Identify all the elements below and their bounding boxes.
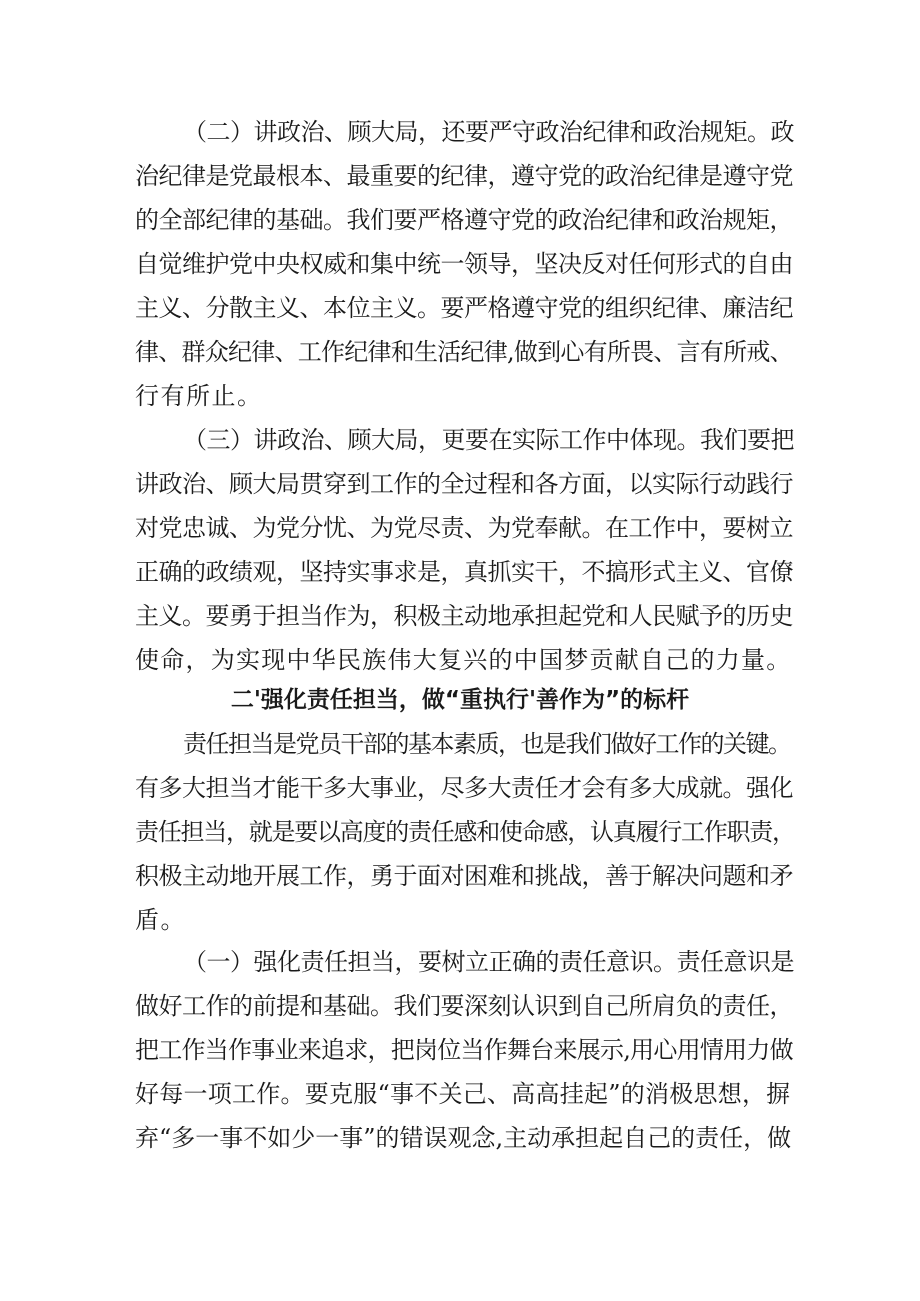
paragraph-line: 自觉维护党中央权威和集中统一领导，坚决反对任何形式的自由	[135, 250, 793, 278]
paragraph-line: 对党忠诚、为党分忧、为党尽责、为党奉献。在工作中，要树立	[135, 514, 793, 542]
paragraph-line: 盾。	[135, 906, 186, 934]
paragraph-line: 使命，为实现中华民族伟大复兴的中国梦贡献自己的力量。	[135, 646, 792, 674]
paragraph-line: 弃“多一事不如少一事”的错误观念,主动承担起自己的责任，做	[135, 1124, 792, 1152]
section-heading: 二'强化责任担当，做“重执行'善作为”的标杆	[230, 687, 690, 713]
paragraph-line: 主义、分散主义、本位主义。要严格遵守党的组织纪律、廉洁纪	[135, 294, 793, 322]
paragraph-line: 主义。要勇于担当作为，积极主动地承担起党和人民赋予的历史	[135, 602, 793, 630]
paragraph-line: （一）强化责任担当，要树立正确的责任意识。责任意识是	[183, 948, 794, 976]
paragraph-line: 好每一项工作。要克服“事不关己、高高挂起”的消极思想，摒	[135, 1080, 791, 1108]
paragraph-line: 正确的政绩观，坚持实事求是，真抓实干，不搞形式主义、官僚	[135, 558, 793, 586]
paragraph-line: 把工作当作事业来追求，把岗位当作舞台来展示,用心用情用力做	[135, 1036, 793, 1064]
paragraph-line: 行有所止。	[135, 382, 263, 410]
paragraph-line: 治纪律是党最根本、最重要的纪律，遵守党的政治纪律是遵守党	[135, 162, 793, 190]
paragraph-line: 律、群众纪律、工作纪律和生活纪律,做到心有所畏、言有所戒、	[135, 338, 793, 366]
paragraph-line: 做好工作的前提和基础。我们要深刻认识到自己所肩负的责任，	[135, 992, 793, 1020]
paragraph-line: （二）讲政治、顾大局，还要严守政治纪律和政治规矩。政	[183, 118, 794, 146]
paragraph-line: 积极主动地开展工作，勇于面对困难和挑战，善于解决问题和矛	[135, 862, 793, 890]
paragraph-line: 讲政治、顾大局贯穿到工作的全过程和各方面，以实际行动践行	[135, 470, 793, 498]
paragraph-line: 有多大担当才能干多大事业，尽多大责任才会有多大成就。强化	[135, 774, 793, 802]
paragraph-line: 责任担当是党员干部的基本素质，也是我们做好工作的关键。	[183, 730, 791, 758]
paragraph-line: （三）讲政治、顾大局，更要在实际工作中体现。我们要把	[183, 426, 794, 454]
paragraph-line: 责任担当，就是要以高度的责任感和使命感，认真履行工作职责，	[135, 818, 795, 846]
paragraph-line: 的全部纪律的基础。我们要严格遵守党的政治纪律和政治规矩，	[135, 206, 793, 234]
